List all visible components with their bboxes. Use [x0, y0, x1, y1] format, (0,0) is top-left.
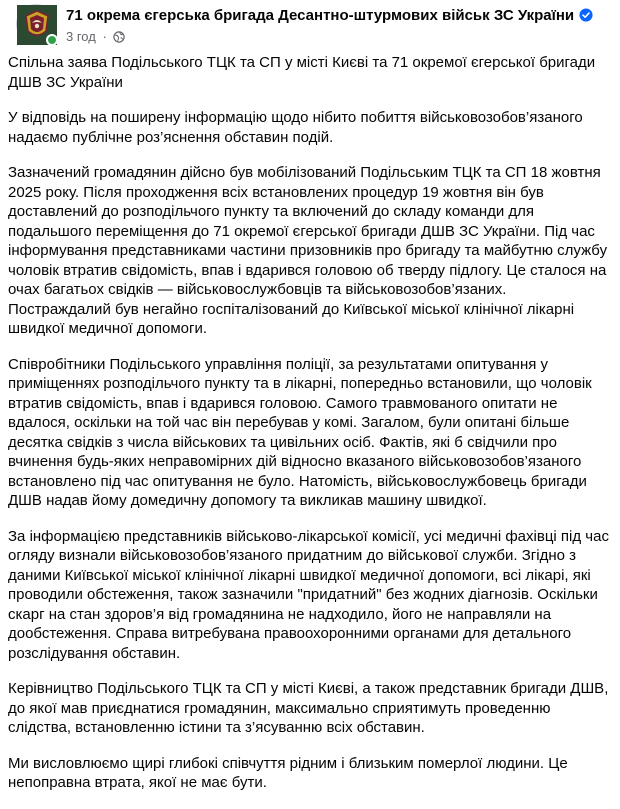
post-paragraph: Зазначений громадянин дійсно був мобілізований Подільським ТЦК та СП 18 жовтня 2025 року. Після проходження всіх встановлених процедур 19 жовтня він був доставлений до розподільчого пункту та включений до складу команди для подальшого переміщення до 71 окремої єгерської бригади ДШВ ЗС України. Під час інформування представниками частини призовників про бригаду та майбутню службу чоловік втратив свідомість, впав і вдарився головою об тверду підлогу. Це сталося на очах багатьох свідків — військовослужбовців та військовозобов’язаних. Постраждалий був негайно госпіталізований до Київської міської клінічної лікарні швидкої медичної допомоги.: [8, 164, 608, 337]
post-meta: [66, 29, 125, 46]
page-name[interactable]: 71 окрема єгерська бригада Десантно-штурмових військ ЗС України: [66, 7, 575, 24]
meta-separator: ·: [102, 29, 107, 44]
page-name-link[interactable]: [66, 7, 593, 26]
post-body: [8, 53, 612, 809]
post-paragraph: За інформацією представників військово-лікарської комісії, усі медичні фахівці під час огляду визнали військовозобов’язаного придатним до військової служби. Згідно з даними Київської міської клінічної лікарні швидкої медичної допомоги, всі лікарі, які проводили обстеження, також зазначили "придатний" без жодних діагнозів. Оскільки скарг на стан здоров’я від громадянина не надходило, його не направляли на дообстеження. Справа витребувана правоохоронними органами для детального розслідування обставин.: [8, 527, 609, 662]
post-paragraph: Керівництво Подільського ТЦК та СП у місті Києві, а також представник бригади ДШВ, до якої мав приєднатися громадянин, максимально сприятимуть проведенню слідства, встановленню істини та з’ясуванню всіх обставин.: [8, 680, 609, 736]
post-paragraph: Співробітники Подільського управління поліції, за результатами опитування у приміщеннях розподільчого пункту та в лікарні, попередньо встановили, що чоловік втратив свідомість, впав і вдарився головою. Самого травмованого опитати не вдалося, оскільки на той час він перебував у комі. Загалом, були опитані більше десятка свідків з числа військових та цивільних осіб. Фактів, які б свідчили про вчинення будь-яких неправомірних дій відносно вказаного військовозобов’язаного встановлено під час опитування не було. Натомість, військовослужбовець бригади ДШВ надав йому домедичну допомогу та викликав машину швидкої.: [8, 355, 592, 509]
verified-badge-icon: [579, 8, 593, 26]
post-timestamp[interactable]: 3 год: [66, 29, 96, 44]
globe-icon[interactable]: [113, 31, 125, 46]
post-header: [8, 0, 612, 52]
post-paragraph: Спільна заява Подільського ТЦК та СП у місті Києві та 71 окремої єгерської бригади ДШВ ЗС України: [8, 54, 596, 91]
online-status-dot: [46, 34, 58, 46]
post-paragraph: У відповідь на поширену інформацію щодо нібито побиття військовозобов’язаного надаємо публічне роз’яснення обставин подій.: [8, 109, 583, 146]
post-paragraph: Ми висловлюємо щирі глибокі співчуття рідним і близьким померлої людини. Це непоправна втрата, якої не має бути.: [8, 754, 568, 791]
